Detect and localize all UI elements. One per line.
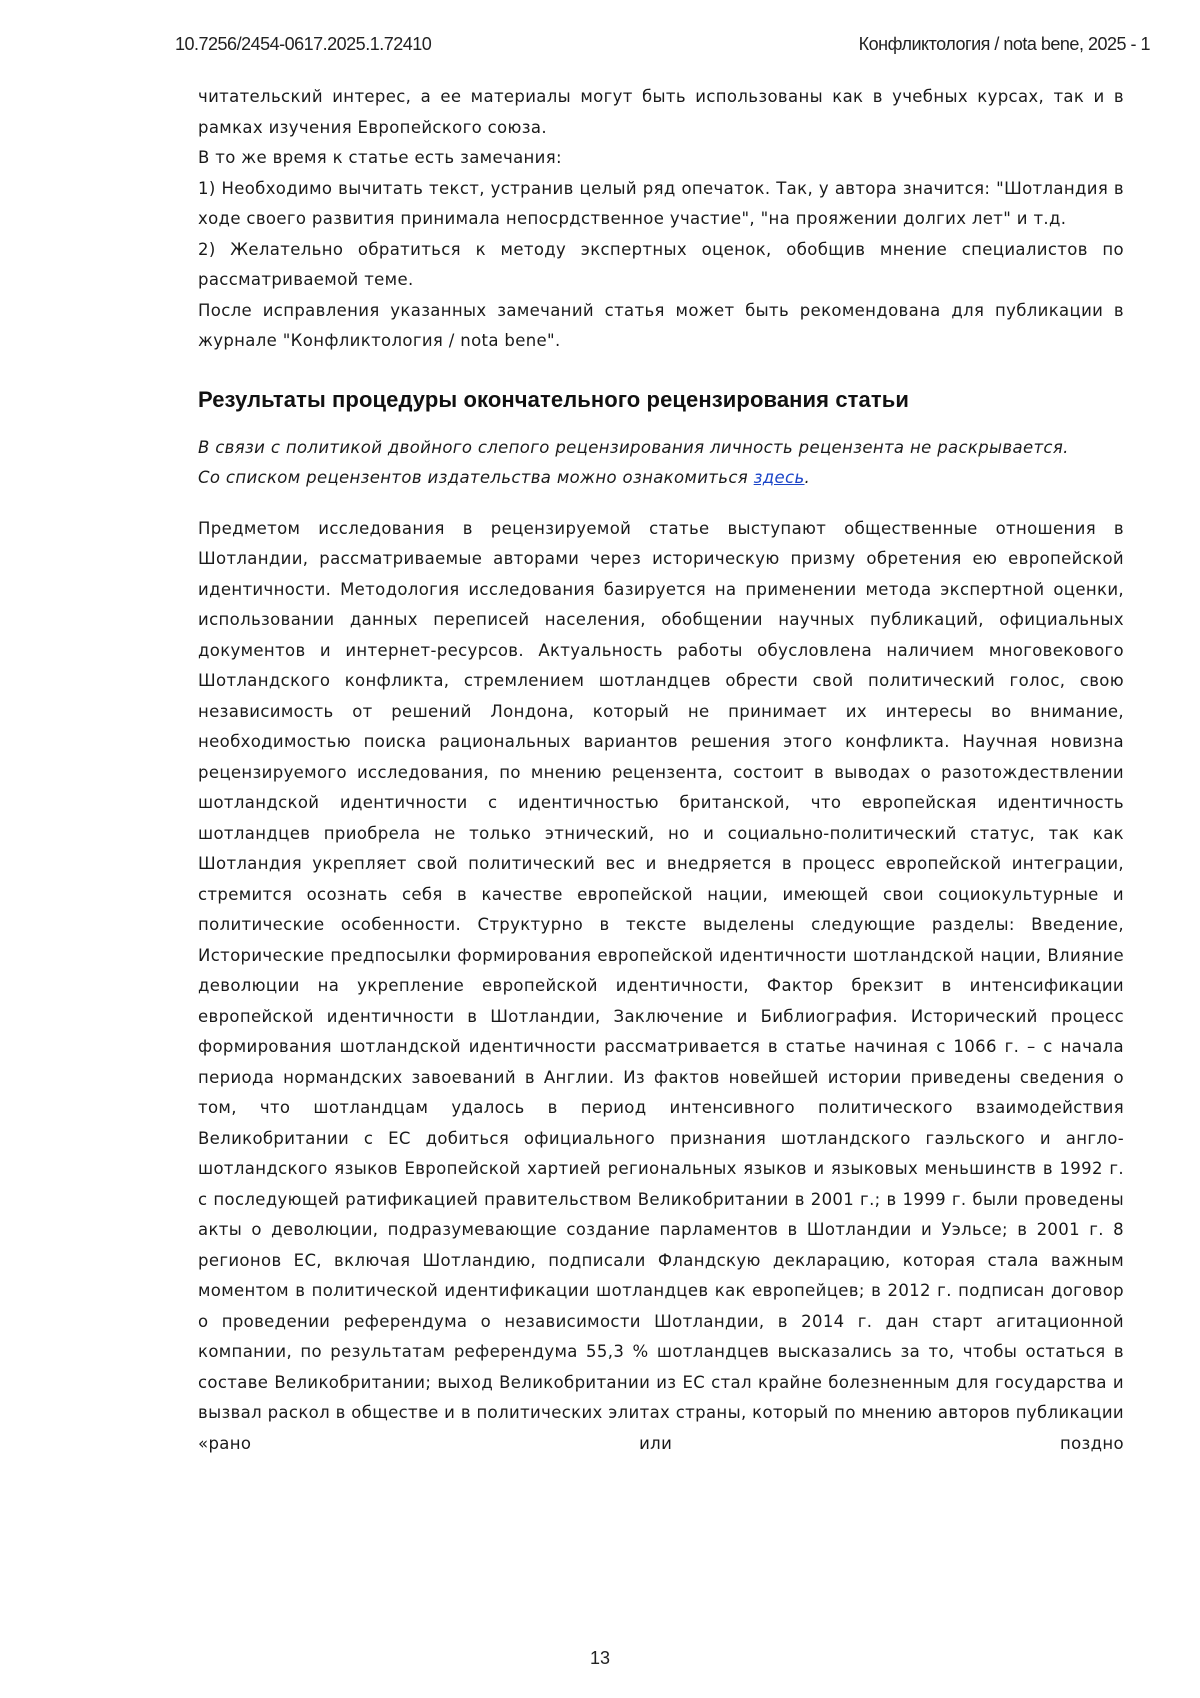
review-conclusion: После исправления указанных замечаний статья может быть рекомендована для публикации в журнале "Конфликтология / nota bene". [198,300,1124,350]
page-number: 13 [589,1648,611,1668]
spacer [198,494,1124,514]
journal-title: Конфликтология / nota bene, 2025 - 1 [858,34,1150,54]
reviewers-list-link[interactable]: здесь [753,468,805,487]
review-body: Предметом исследования в рецензируемой статье выступают общественные отношения в Шотландии, рассматриваемые авторами через историческую призму обретения ею европейской идентичности. Методология исследования базируется на применении метода экспертной оценки, использовании данных переписей населения, обобщении научных публикаций, официальных документов и интернет-ресурсов. Актуальность работы обусловлена наличием многовекового Шотландского конфликта, стремлением шотландцев обрести свой политический голос, свою независимость от решений Лондона, который не принимает их интересы во внимание, необходимостью поиска рациональных вариантов решения этого конфликта. Научная новизна рецензируемого исследования, по мнению рецензента, состоит в выводах о разотождествлении шотландской идентичности с идентичностью британской, что европейская идентичность шотландцев приобрела не только этнический, но и социально-политический статус, так как Шотландия укрепляет свой политический вес и внедряется в процесс европейской интеграции, стремится осознать себя в качестве европейской нации, имеющей свои социокультурные и политические особенности. Структурно в тексте выделены следующие разделы: Введение, Исторические предпосылки формирования европейской идентичности шотландской нации, Влияние деволюции на укрепление европейской идентичности, Фактор брекзит в интенсификации европейской идентичности в Шотландии, Заключение и Библиография. Исторический процесс формирования шотландской идентичности рассматривается в статье начиная с 1066 г. – с начала периода нормандских завоеваний в Англии. Из фактов новейшей истории приведены сведения о том, что шотландцам удалось в период интенсивного политического взаимодействия Великобритании с ЕС добиться официального признания шотландского гаэльского и англо-шотландского языков Европейской хартией региональных языков и языковых меньшинств в 1992 г. с последующей ратификацией правительством Великобритании в 2001 г.; в 1999 г. были проведены акты о деволюции, подразумевающие создание парламентов в Шотландии и Уэльсе; в 2001 г. 8 регионов ЕС, включая Шотландию, подписали Фландскую декларацию, которая стала важным моментом в политической идентификации шотландцев как европейцев; в 2012 г. подписан договор о проведении референдума о независимости Шотландии, в 2014 г. дан старт агитационной компании, по результатам референдума 55,3 % шотландцев высказались за то, чтобы остаться в составе Великобритании; выход Великобритании из ЕС стал крайне болезненным для государства и вызвал раскол в обществе и в политических элитах страны, который по мнению авторов публикации «рано или поздно [198,518,1124,1453]
review-remark-1: 1) Необходимо вычитать текст, устранив целый ряд опечаток. Так, у автора значится: "Шотландия в ходе своего развития принимала непосрдственное участие", "на прояжении долгих лет" и т.д. [198,178,1124,228]
review-paragraph-1: читательский интерес, а ее материалы могут быть использованы как в учебных курсах, так и в рамках изучения Европейского союза. [198,87,1124,137]
page-header [0,34,1200,60]
reviewers-list-note [198,463,1124,494]
reviewers-note-suffix: . [804,468,811,487]
review-paragraph-2: В то же время к статье есть замечания: [198,148,562,167]
reviewers-note-prefix: Со списком рецензентов издательства можно ознакомиться [198,468,754,487]
anonymity-note: В связи с политикой двойного слепого рецензирования личность рецензента не раскрывается. [198,437,1069,457]
article-content [198,82,1124,1459]
review-remark-2: 2) Желательно обратиться к методу экспертных оценок, обобщив мнение специалистов по рассматриваемой теме. [198,239,1124,289]
doi-text: 10.7256/2454-0617.2025.1.72410 [175,34,432,54]
section-heading: Результаты процедуры окончательного рецензирования статьи [198,386,909,412]
